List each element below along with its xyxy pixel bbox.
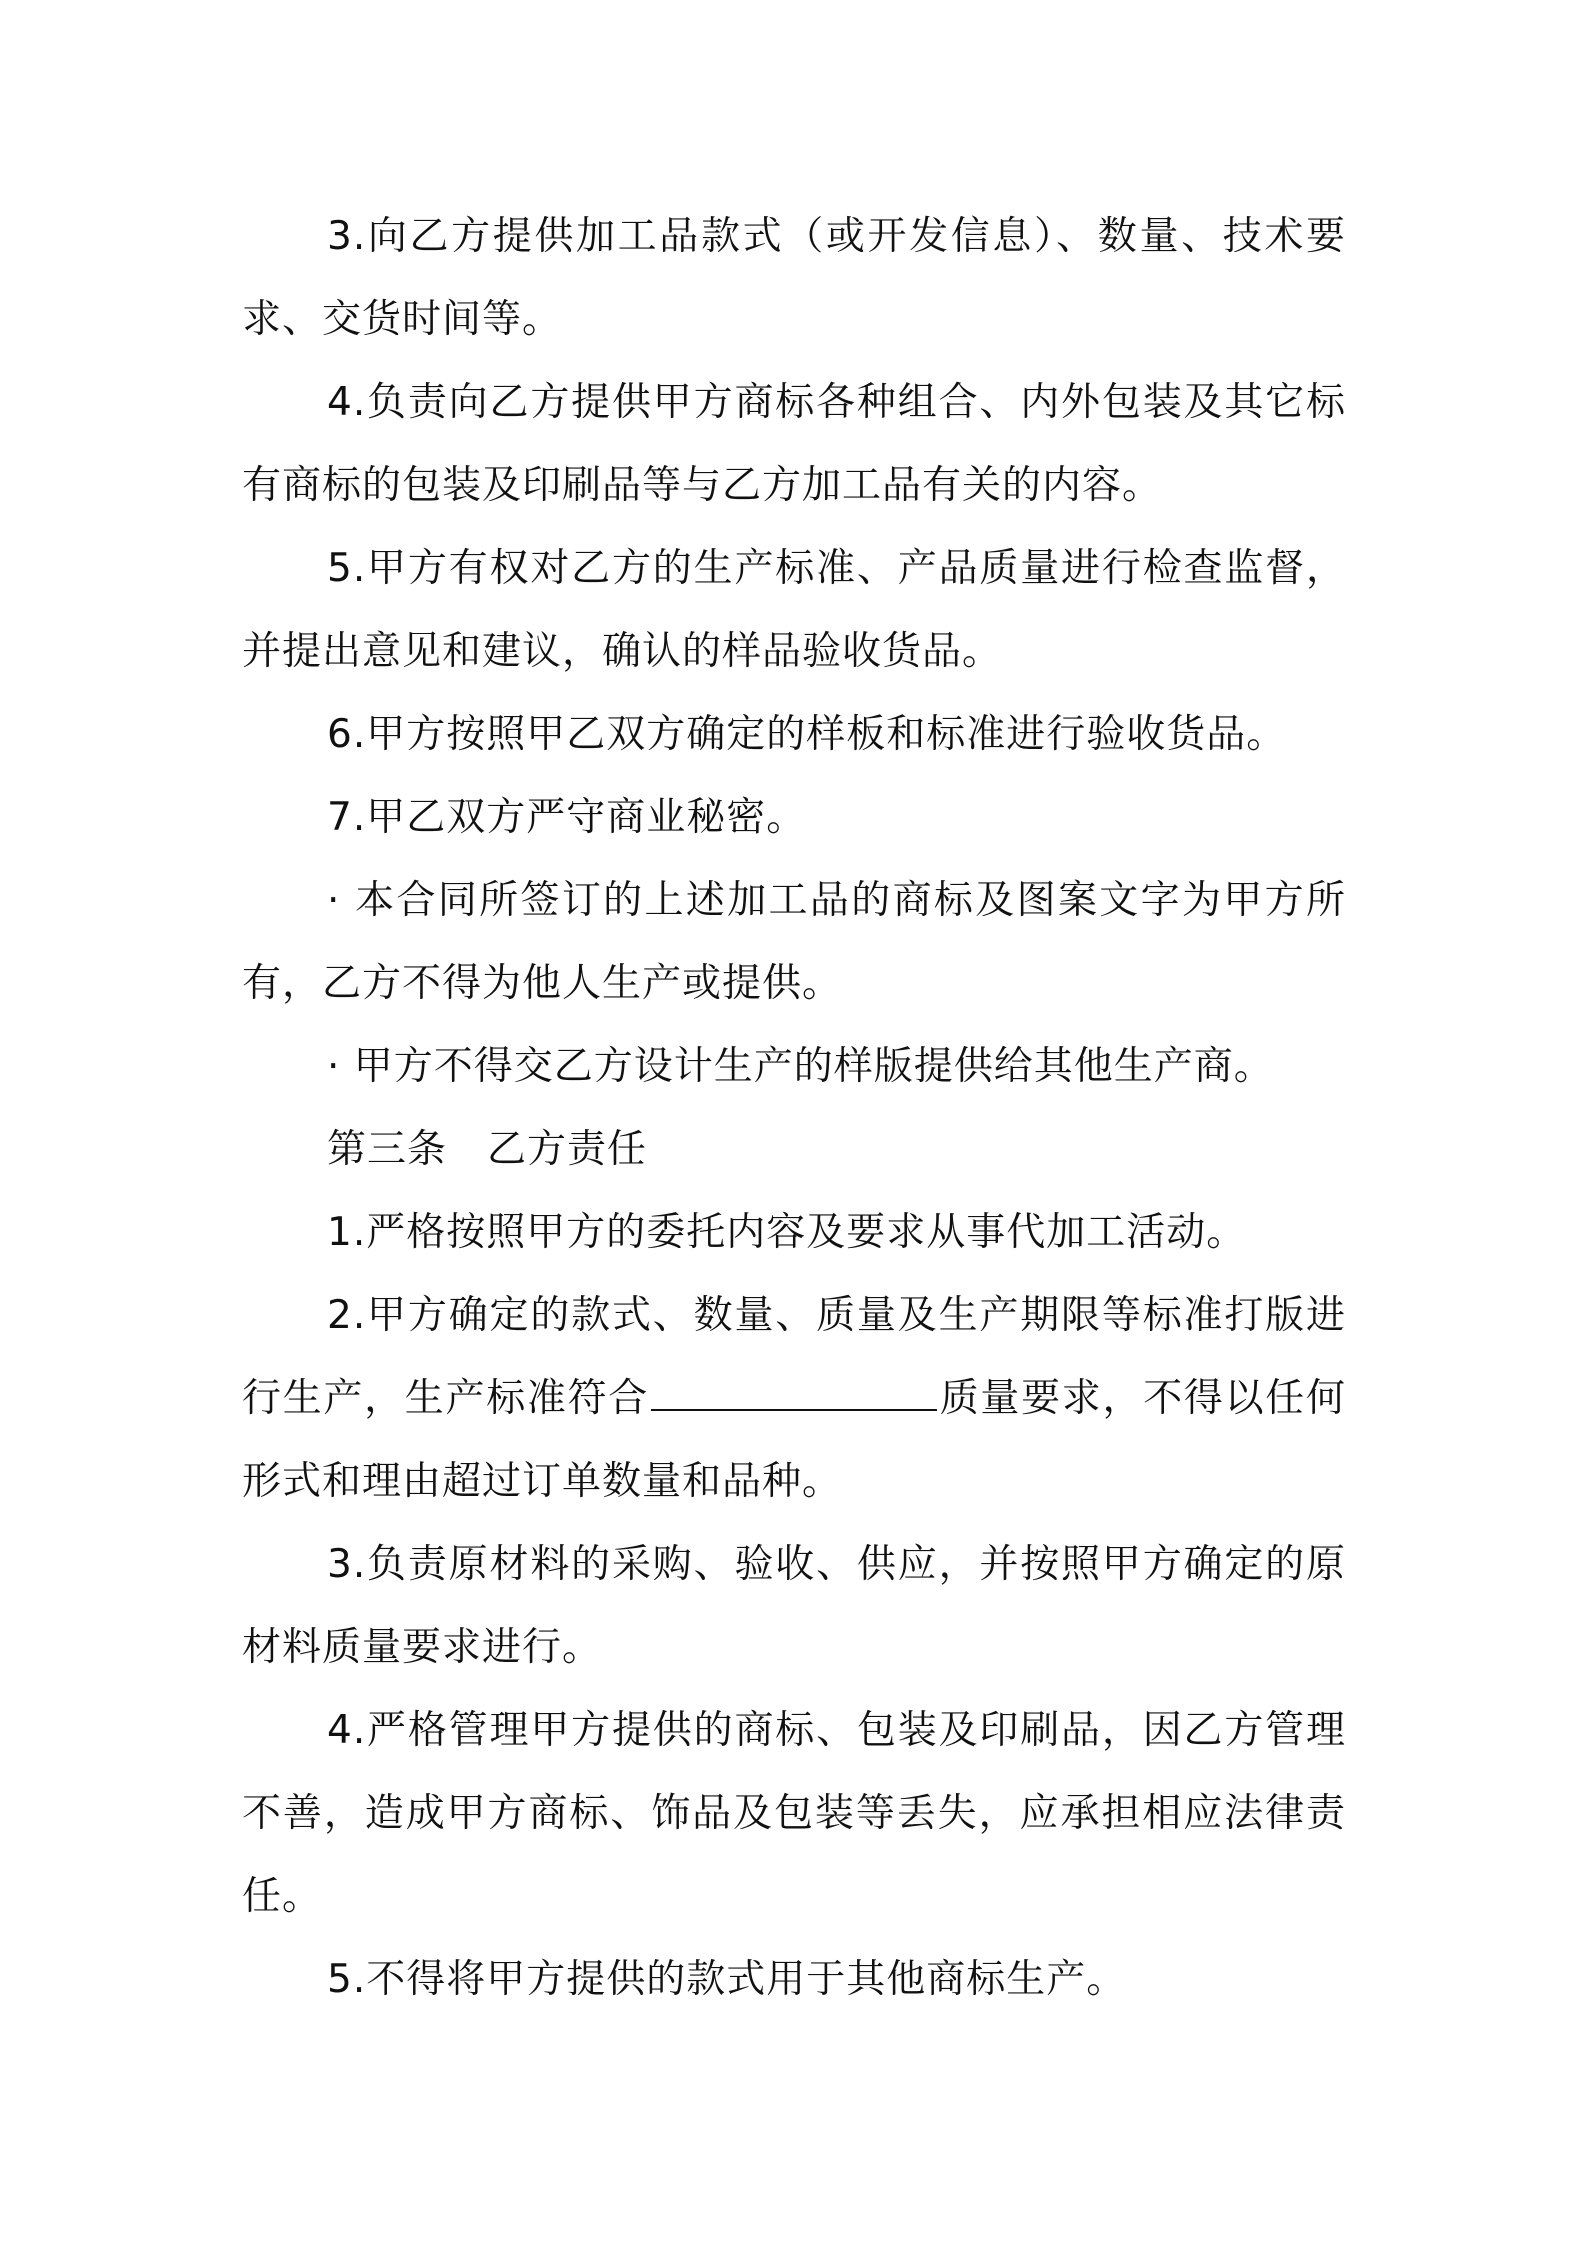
paragraph-a4-provide-trademark: 4.负责向乙方提供甲方商标各种组合、内外包装及其它标有商标的包装及印刷品等与乙方加工品有关的内容。 bbox=[242, 380, 1346, 508]
paragraph-b5-style-usage: 5.不得将甲方提供的款式用于其他商标生产。 bbox=[327, 1957, 1127, 2002]
paragraph-a5-inspection-rights: 5.甲方有权对乙方的生产标准、产品质量进行检查监督，并提出意见和建议，确认的样品验收货品。 bbox=[242, 546, 1346, 674]
paragraph-b2-text-after: 质量要求，不得以任何形式和理由超过订单数量和品种。 bbox=[242, 1376, 1346, 1504]
paragraph-b3-raw-materials: 3.负责原材料的采购、验收、供应，并按照甲方确定的原材料质量要求进行。 bbox=[242, 1542, 1346, 1670]
paragraph-a3-provide-styles: 3.向乙方提供加工品款式（或开发信息）、数量、技术要求、交货时间等。 bbox=[242, 214, 1346, 342]
bullet-sample-protection: · 甲方不得交乙方设计生产的样版提供给其他生产商。 bbox=[327, 1044, 1274, 1089]
paragraph-a7-confidentiality: 7.甲乙双方严守商业秘密。 bbox=[327, 795, 807, 840]
paragraph-b4-trademark-management: 4.严格管理甲方提供的商标、包装及印刷品，因乙方管理不善，造成甲方商标、饰品及包装等丢失，应承担相应法律责任。 bbox=[242, 1708, 1346, 1919]
section-heading-article-3: 第三条 乙方责任 bbox=[327, 1127, 648, 1172]
bullet-trademark-ownership: · 本合同所签订的上述加工品的商标及图案文字为甲方所有，乙方不得为他人生产或提供。 bbox=[242, 878, 1346, 1006]
paragraph-b2-production-standard bbox=[242, 1274, 1346, 1523]
paragraph-b1-entrusted-processing: 1.严格按照甲方的委托内容及要求从事代加工活动。 bbox=[327, 1210, 1247, 1255]
fill-in-blank[interactable] bbox=[651, 1379, 937, 1411]
paragraph-b2-text-before: 2.甲方确定的款式、数量、质量及生产期限等标准打版进行生产，生产标准符合 bbox=[242, 1293, 1346, 1421]
paragraph-a6-acceptance: 6.甲方按照甲乙双方确定的样板和标准进行验收货品。 bbox=[327, 712, 1287, 757]
